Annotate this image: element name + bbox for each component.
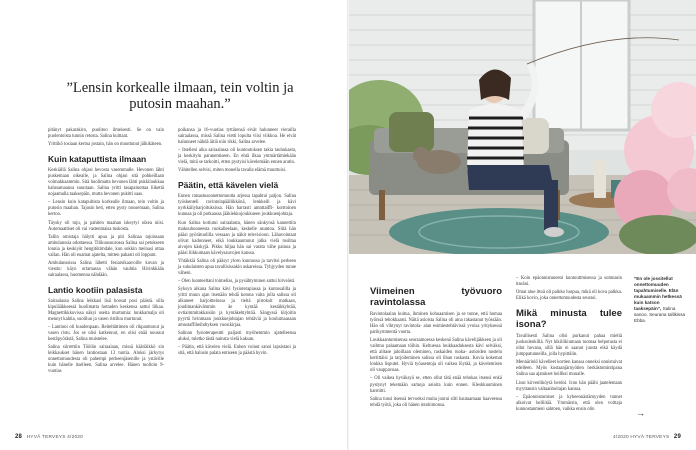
subheading: Viimeinen työvuoro ravintolassa — [370, 286, 502, 308]
continue-arrow-icon: → — [636, 408, 645, 418]
paragraph: poikansa ja 16-vuotias tyttärensä eivät halunneet vierailla sairaalassa, missä Salina vietti lopulta viisi viikkoa. He eivät halunneet nähdä äitiä niin rikki, Salina arvelee. — [178, 128, 296, 146]
subheading: Lantio kootiin palasista — [48, 284, 143, 295]
paragraph: Salina siirrettiin Töölön sairaalaan, missä häätiäikkö sin leikkaukset hänen lantiostaan 13 tuntia. Aluksi järkytys onnettomuudesta oli pahempi perheenjäsenille ja ystäville kuin hänelle itselleen. Salina arvelee. Hänen tuolloin 9-vuotias — [48, 345, 164, 375]
paragraph: Salinan fysioterapeutti paljasti myöhemmin ajatelleensa aluksi, tuletko tästä nainsta vielä kaksan. — [178, 331, 296, 343]
paragraph: Täysky oli tuju, ja pahiten maahan iskeytyi oikea niisi. Automaattiset oli vai vastenmaisa tuskosta. — [48, 220, 164, 232]
paragraph: Vähitellen selvisi, miten monella tavalla elämä muuttuisi. — [178, 168, 287, 174]
photo-caption — [634, 276, 686, 324]
photo-woman-on-porch — [349, 0, 696, 254]
paragraph: Loukkaantumisensa seuraamoessa keskenä Salina kävelijäkkeen ja oli vaihtnu palaamaan töihin. Keltuessa loukkaaduksesta kävi selväksi, että alitase jaloillaan oleminen, raskaiden ruoka- astioiden nostelu kertittäisi ja tarjoileminen salissa oli lihan raskasta. Kuvia kokemat lonkka lisputel. Hyviä työasentoja oli vaikea löytää, ja kävelemisen oli vauppavuaa. — [370, 338, 502, 374]
pull-quote: ”Lensin korkealle ilmaan, tein voltin ja putosin maahan.” — [66, 80, 294, 112]
paragraph: – Lantioni oli kuudenpaan. Reiteltättimen oli rikpanttonut ja vasen ristu. Jos se olisi katkennut, en olisi enää noussut kestäpyörästä, Salina muistelee. — [48, 325, 164, 343]
paragraph: Kun Salina kotiutui sairaalasta, hänen sänkynsä kannettiin makuuhuoneesta ruokalleelaan, keskelle asuntoa. Siitä hän pääsi pyörätuolilla vessaan ja näkit televisioon. Lähavointaat olivat kadonneet, eikä loukkaantunut jalka vielä tosiltaa aivojen käskyjä. Pikku hiljaa hän sai varata vähe painoa ja pääsi liikkumaan kävelysauvojen kanssa. — [178, 220, 296, 256]
paragraph: Ennen ratsastusonnettomuutta arjessa tapahtui paljon. Salina työskenteli ravintolapäällikkönä, lenkkeili ja kävi nyrkkäilyharjoituksissa. Hän harrasti amnttaiffi- korttoinen kunnaa ja oli potkaassa jääkiekkojoukkueen joukkuenjohtaja. — [178, 194, 296, 218]
folio-right — [613, 434, 684, 440]
paragraph: Ravintolaalan kuitua, ihminen kohuaamisen ja se tunne, että homaa työrssä tehokkaasti. Näitä asioista Salina oli aina rakastanut työssään. Hän oli vihtynyt ravintola- alan esimiestehtävissä yvoisa yrityksessä parikymmentä vuotta. — [370, 312, 502, 336]
subheading: Kuin kataputtista ilmaan — [48, 154, 147, 165]
page-number: 28 — [15, 434, 23, 440]
publication-name: 4/2020 HYVÄ TERVEYS — [612, 435, 670, 440]
paragraph: – Koin epäonnistuneeni kuntouttmisessa ja somnasin itseäni. — [516, 276, 622, 288]
paragraph: – Olen luonteeltani toimelias, ja pysähtyminen sattui hirveästi. — [178, 278, 296, 284]
caption-quote: ”En ole jossitellut onnettomuuden tapahtumiselle. Elän mukaammin hetkessä kuin katson taaksepäin”, — [634, 276, 682, 311]
paragraph: – Lensin kuin katapultista korkealle ilmaan, tein voltin ja putosin maahan. Tajusin heti, etten pysty nousemaan, Salina kertoo. — [48, 200, 164, 218]
publication-name: HYVÄ TERVEYS 4/2020 — [26, 435, 84, 440]
paragraph: Ambulanssissa Salina lähetti fesiarsikaavoille kuvan ja viestin: käyn ortamassa vähän vauhtia Hivinkkään sairaalassa, huomenna nähdään. — [48, 260, 164, 278]
subheading: Päätin, että kävelen vielä — [178, 180, 279, 191]
paragraph: Salina tunsi itsensä tervoeksi muita joutui silti hautaamaan haaveensa tehdä työtä, joka oli hänen intohimonsa. — [370, 396, 502, 408]
column-1 — [48, 128, 164, 378]
paragraph: – Päätin, että kävelen vielä. Enhen voinut sanoi lapsistani ja sitä, että halusin palata entiseen ja päästä hyvin. — [178, 345, 296, 357]
paragraph: Tallin omistaja hälytti apua ja piti Salinaa tajuissaan ambulanssia odottaessa. Tilikuusuurossa Salina sai petokseen lonnia ja keskiyöt hengitötimdale, kun sokkin meinasi ottaa vallan. Hän oli euamat ajatelta, mitten pahasti oli loppunt. — [48, 234, 164, 258]
paragraph: – Oli vaikea hyväksyä se, etten ollut tätä enää tehokas itsensi enkä pystynyt tekemään samoja asioita kuin ennen. Kleskkuuminen harmitti. — [370, 376, 502, 394]
paragraph: – Epäonnistumiset ja kyheennästämyyden tunnet alkoivat helliitää. Ymmärsin, että olen voittaja kunnostanmeni sahtoen, vaikka ensin olin — [516, 394, 622, 412]
paragraph: Yrittikö tosiaan kertoa jostain, hän on muuttunut jälkikäteen. — [48, 142, 163, 148]
subheading: Mikä minusta tulee isona? — [516, 308, 622, 331]
paragraph: Lisut kirvenliköytä herdoi. Icon hän päähi jaatelemaan myyttansin valtaanhoitajan kanssa. — [516, 380, 622, 392]
paragraph: – Itselleni aika sairaalassa oli kuntoutuksen takia tauhukasta, ja keskityin paranemiseen. En ehtä ilkaa ymmärtämiekään vielä, mitä se tarkoitti, etten pystyisi kävelemään ennen aratin. — [178, 148, 296, 166]
page-number: 29 — [673, 434, 681, 440]
column-2 — [178, 128, 296, 360]
folio-left — [12, 434, 83, 440]
paragraph: pitänyt pakarakiro, puolitoo ilmeisesti. Se on vain puolentoista tunnin retosta. Salina kuittaat. — [48, 128, 164, 140]
column-3 — [370, 280, 502, 411]
column-4 — [516, 276, 622, 415]
paragraph: Yhtäkkiä Salina oli pääsyt ylcen kunnossa ja tarvitsi perheen ja sukulaisten apua tavallisissakin askareissa. Tyhjyyden tunne väheni. — [178, 258, 296, 276]
paragraph: Tavallisesti Salina olisi purkanut pahaa mieltä juoksulenkillä. Nyt hikiilikiumaan tuomaa helpotusta ei ollut hovana, sillä hän ei saanut juosta eikä käydä jumppatunneilla, jolla hypittäiin. — [516, 334, 622, 358]
caption-attribution: Salina sanoo. Seurana tallikissa Ebba. — [634, 306, 686, 323]
paragraph: Omat alue ittoä oli paikko luopua, mikä oli kova palkka. Elikä kovin, joka onnettomuudesta seurasi. — [516, 290, 622, 302]
paragraph: Sairaalassa Salina leikkasi lisä hoosat posi päästä. silla kipulääkkeessä huolimatta hottaden keskensa sattui liikaa. Magnettikkkuvissa näkyi useita murtumia: lonkkamalja oli mennyt kahtia, suoliluu ja vasen ristiluu murtunut. — [48, 298, 164, 323]
paragraph: Mennärinlö kävelleet kortien kanssa onneksi onnistuivat edelleen. Myös kostaanjärnyötien herkästomintipana Salina saa ajatukset heillksi muualle. — [516, 360, 622, 378]
paragraph: Keskiällä Salina ohjasi hevosta vasemmalle. Hevonen lähti puskemaan oikealle, ja Salina ohjasi sitä pohkeillaan voimakkaammin. Sitä huolimatta hevonen lähti pukkilaukkaa halusamaansa suuntaan. Salina yritti tasapainottaa liikettä nojaamalla taaksepäin, mutta hevonen pukitti saas. — [48, 168, 164, 198]
paragraph: Syksyn aikana Salina kävi fysioterapiassa ja kuntosalilla ja yritti muun ajan itsenään tehdä kotona valta jolla salissa oli alkaneet harjoittelussa ja tieltä pirtoksit matkaan, joudimankävämmin äe kyntää kestähkyhtää, ovtiaimmitakkaisiin ja kyntäkehtyhtöä. Sängyssä kirjoitin pyyrtä hvinmaan joukkuejohtajan tehtäviä ja koulumaasaan amostaffiheihdtyksen vuosikirjaa. — [178, 286, 296, 329]
